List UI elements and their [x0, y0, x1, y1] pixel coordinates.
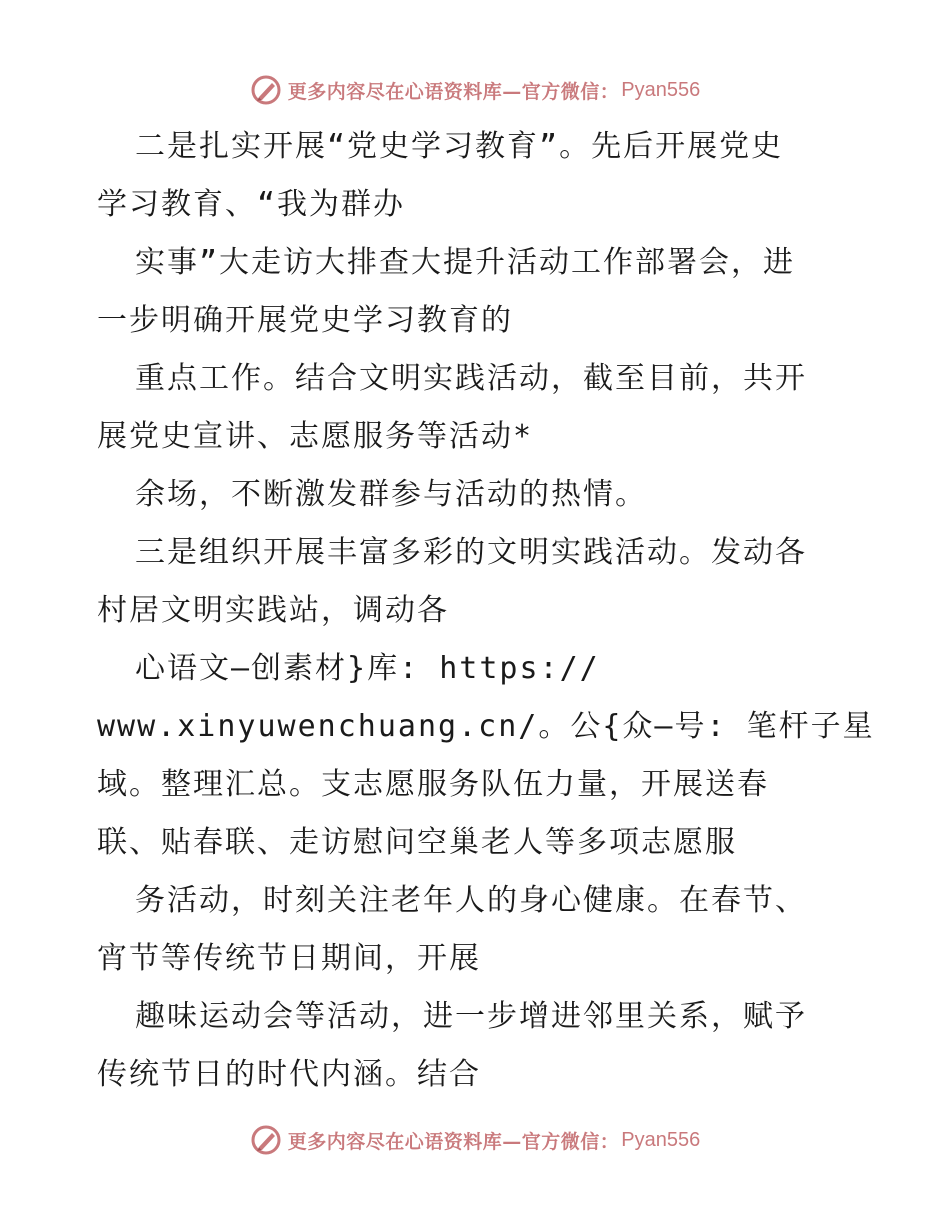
- text-line: 务活动，时刻关注老年人的身心健康。在春节、: [135, 883, 807, 918]
- text-line: 学习教育、“我为群办: [97, 187, 406, 222]
- text-line: 实事”大走访大排查大提升活动工作部署会，进: [135, 245, 796, 280]
- header-watermark-id: Pyan556: [621, 78, 701, 101]
- header-watermark-text: 更多内容尽在心语资料库—官方微信：: [287, 80, 620, 103]
- footer-watermark: [0, 1120, 950, 1160]
- text-line: 心语文—创素材}库: https://: [135, 651, 600, 686]
- text-line: 一步明确开展党史学习教育的: [97, 303, 513, 338]
- footer-watermark-text: 更多内容尽在心语资料库—官方微信：: [287, 1130, 620, 1153]
- pen-logo-icon: [250, 1124, 282, 1156]
- text-line: 二是扎实开展“党史学习教育”。先后开展党史: [135, 129, 784, 164]
- document-body: [97, 118, 897, 1104]
- text-line: 三是组织开展丰富多彩的文明实践活动。发动各: [135, 535, 807, 570]
- text-line: 传统节日的时代内涵。结合: [97, 1057, 481, 1092]
- text-line: 联、贴春联、走访慰问空巢老人等多项志愿服: [97, 825, 737, 860]
- text-line: www.xinyuwenchuang.cn/。公{众—号: 笔杆子星: [97, 709, 875, 744]
- text-line: 宵节等传统节日期间，开展: [97, 941, 481, 976]
- text-line: 重点工作。结合文明实践活动，截至目前，共开: [135, 361, 807, 396]
- text-line: 趣味运动会等活动，进一步增进邻里关系，赋予: [135, 999, 807, 1034]
- pen-logo-icon: [250, 74, 282, 106]
- text-line: 展党史宣讲、志愿服务等活动*: [97, 419, 534, 454]
- footer-watermark-id: Pyan556: [621, 1128, 701, 1151]
- text-line: 域。整理汇总。支志愿服务队伍力量，开展送春: [97, 767, 769, 802]
- text-line: 余场，不断激发群参与活动的热情。: [135, 477, 647, 512]
- header-watermark: [0, 70, 950, 110]
- text-line: 村居文明实践站，调动各: [97, 593, 449, 628]
